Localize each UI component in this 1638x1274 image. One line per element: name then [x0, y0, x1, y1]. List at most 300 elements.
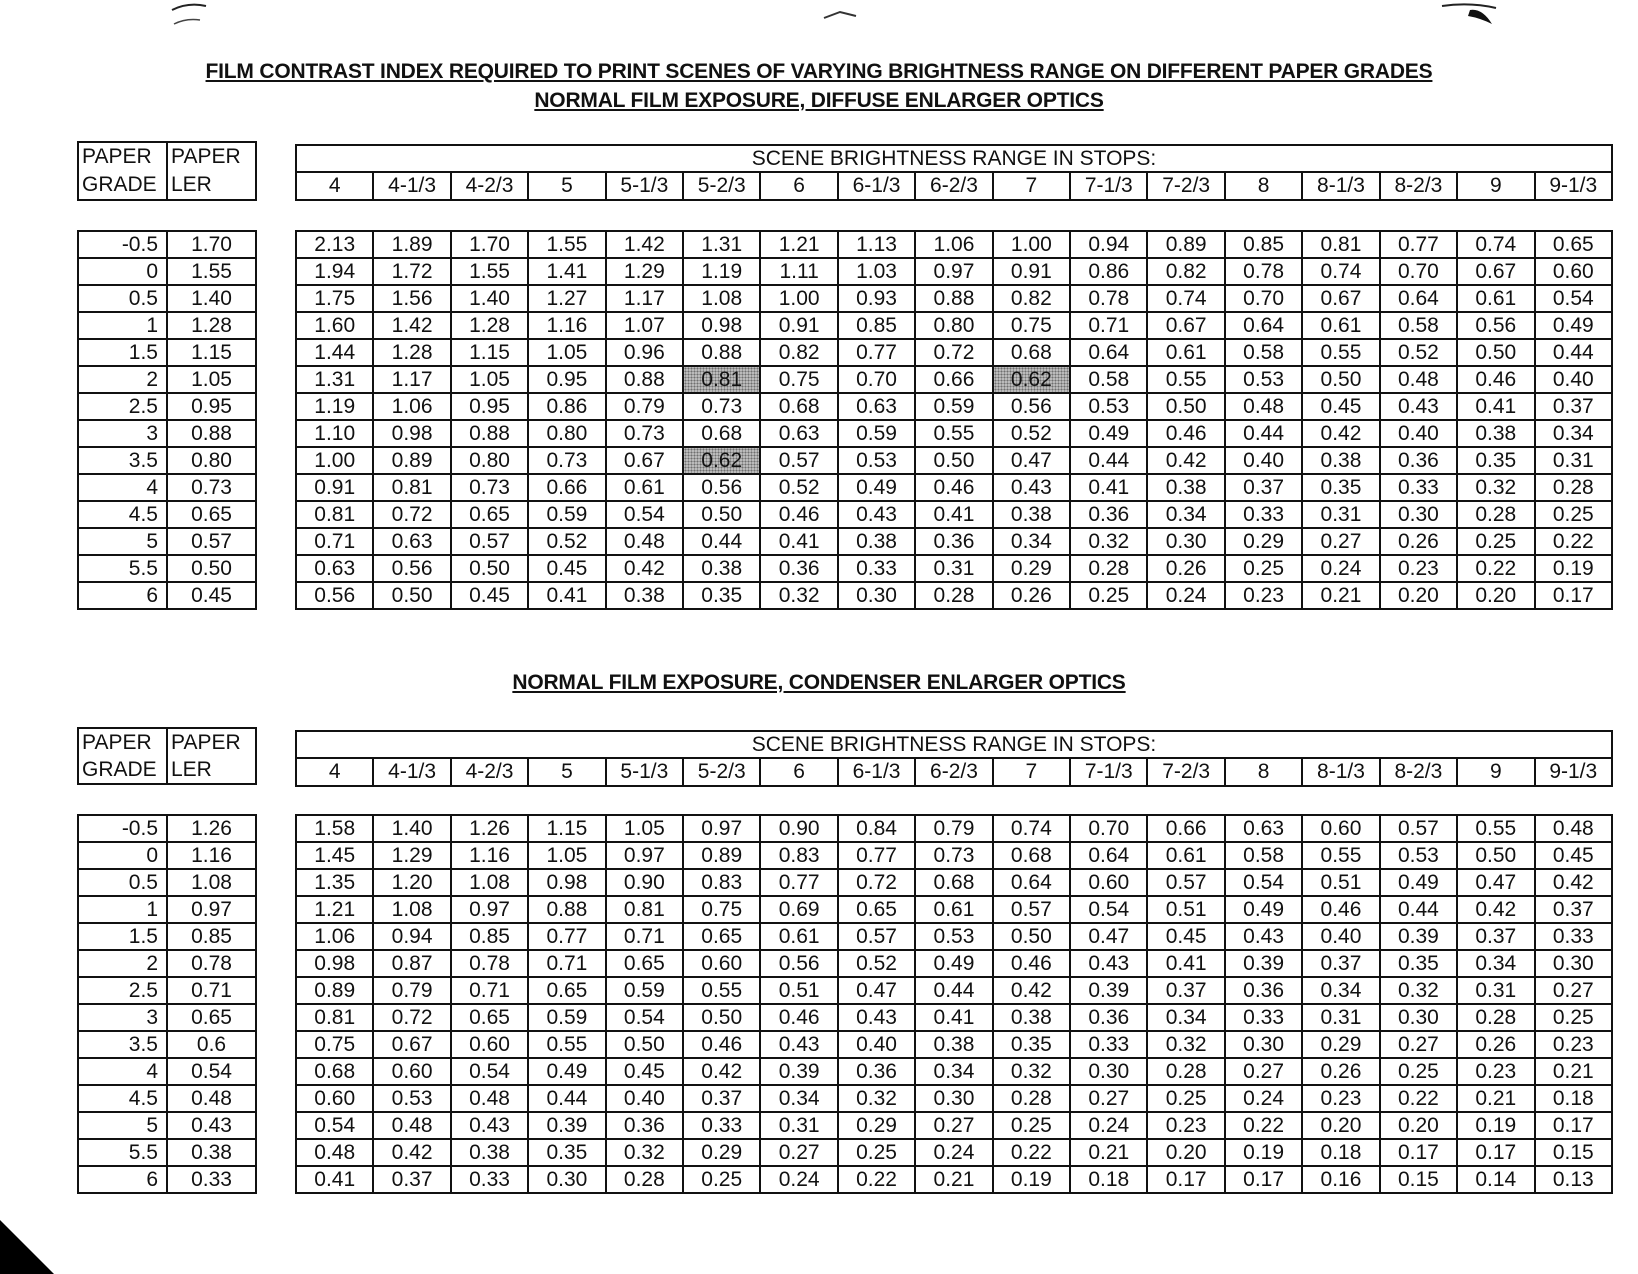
contrast-index-cell: 1.44 [296, 339, 373, 366]
contrast-index-cell: 0.48 [373, 1112, 450, 1139]
section-2-grade-ler-table [77, 814, 257, 1194]
contrast-index-cell: 0.70 [838, 366, 915, 393]
contrast-index-cell: 0.79 [373, 977, 450, 1004]
contrast-index-cell: 0.17 [1535, 582, 1613, 609]
grade-row [78, 1058, 256, 1085]
contrast-index-cell: 0.23 [1302, 1085, 1379, 1112]
contrast-index-cell: 0.52 [760, 474, 837, 501]
contrast-index-row [296, 1112, 1612, 1139]
contrast-index-row [296, 1004, 1612, 1031]
contrast-index-cell: 0.56 [993, 393, 1070, 420]
contrast-index-cell: 0.73 [683, 393, 760, 420]
contrast-index-cell: 0.46 [1457, 366, 1534, 393]
contrast-index-cell: 0.50 [683, 501, 760, 528]
stop-header-cell: 7 [993, 172, 1070, 200]
contrast-index-cell: 0.34 [1302, 977, 1379, 1004]
stop-header-cell: 9 [1457, 172, 1534, 200]
paper-ler-cell: 0.6 [167, 1031, 256, 1058]
contrast-index-cell: 0.78 [1070, 285, 1147, 312]
contrast-index-cell: 0.97 [683, 815, 760, 842]
contrast-index-cell: 0.67 [1147, 312, 1224, 339]
contrast-index-row [296, 285, 1612, 312]
contrast-index-cell: 0.33 [1225, 501, 1302, 528]
contrast-index-cell: 0.88 [683, 339, 760, 366]
contrast-index-cell: 0.74 [1457, 231, 1534, 258]
contrast-index-cell: 0.40 [1302, 923, 1379, 950]
contrast-index-cell: 0.46 [683, 1031, 760, 1058]
contrast-index-cell: 1.45 [296, 842, 373, 869]
paper-grade-cell: 4.5 [78, 501, 167, 528]
stop-header-cell: 7 [993, 758, 1070, 786]
contrast-index-cell: 0.55 [1457, 815, 1534, 842]
stops-header-row [296, 758, 1612, 786]
contrast-index-cell: 0.50 [451, 555, 528, 582]
contrast-index-cell: 0.30 [1225, 1031, 1302, 1058]
stop-header-cell: 5 [528, 758, 605, 786]
contrast-index-cell: 0.36 [915, 528, 992, 555]
contrast-index-cell: 0.19 [1535, 555, 1613, 582]
contrast-index-cell: 0.68 [993, 842, 1070, 869]
contrast-index-cell: 0.16 [1302, 1166, 1379, 1193]
contrast-index-cell: 0.22 [1380, 1085, 1457, 1112]
contrast-index-cell: 0.30 [528, 1166, 605, 1193]
contrast-index-cell: 0.54 [296, 1112, 373, 1139]
contrast-index-row [296, 1058, 1612, 1085]
contrast-index-row [296, 501, 1612, 528]
contrast-index-cell: 0.73 [606, 420, 683, 447]
contrast-index-cell: 0.82 [760, 339, 837, 366]
contrast-index-cell: 0.89 [683, 842, 760, 869]
contrast-index-cell: 0.60 [1070, 869, 1147, 896]
contrast-index-cell: 0.33 [1380, 474, 1457, 501]
paper-ler-cell: 0.95 [167, 393, 256, 420]
contrast-index-cell: 0.27 [760, 1139, 837, 1166]
contrast-index-cell: 0.17 [1457, 1139, 1534, 1166]
paper-ler-cell: 0.33 [167, 1166, 256, 1193]
section-1-grade-ler-table [77, 230, 257, 610]
contrast-index-cell: 0.82 [1147, 258, 1224, 285]
paper-grade-header: PAPER [78, 728, 167, 756]
contrast-index-cell: 0.72 [838, 869, 915, 896]
paper-ler-cell: 1.08 [167, 869, 256, 896]
paper-grade-cell: 5 [78, 1112, 167, 1139]
contrast-index-cell: 0.28 [993, 1085, 1070, 1112]
contrast-index-cell: 0.43 [993, 474, 1070, 501]
contrast-index-cell: 1.40 [451, 285, 528, 312]
contrast-index-cell: 0.32 [606, 1139, 683, 1166]
contrast-index-cell: 1.08 [373, 896, 450, 923]
stop-header-cell: 6-1/3 [838, 172, 915, 200]
contrast-index-cell: 1.06 [373, 393, 450, 420]
contrast-index-cell: 0.20 [1302, 1112, 1379, 1139]
contrast-index-cell: 0.57 [1147, 869, 1224, 896]
contrast-index-cell: 0.46 [760, 1004, 837, 1031]
paper-grade-cell: 2 [78, 950, 167, 977]
grade-row [78, 231, 256, 258]
paper-grade-cell: 6 [78, 1166, 167, 1193]
scan-mark-top-center [820, 4, 860, 28]
contrast-index-cell: 1.28 [373, 339, 450, 366]
contrast-index-cell: 0.38 [993, 1004, 1070, 1031]
stop-header-cell: 4-2/3 [451, 758, 528, 786]
contrast-index-row [296, 1031, 1612, 1058]
paper-grade-cell: 0 [78, 258, 167, 285]
contrast-index-cell: 0.31 [915, 555, 992, 582]
stop-header-cell: 7-2/3 [1147, 172, 1224, 200]
contrast-index-cell: 0.77 [528, 923, 605, 950]
grade-row [78, 447, 256, 474]
contrast-index-cell: 0.98 [528, 869, 605, 896]
contrast-index-cell: 0.59 [606, 977, 683, 1004]
stop-header-cell: 9-1/3 [1535, 172, 1613, 200]
contrast-index-cell: 0.23 [1147, 1112, 1224, 1139]
paper-ler-cell: 1.16 [167, 842, 256, 869]
contrast-index-cell: 0.20 [1380, 582, 1457, 609]
contrast-index-cell: 0.72 [373, 501, 450, 528]
contrast-index-cell: 0.81 [373, 474, 450, 501]
contrast-index-cell: 0.85 [1225, 231, 1302, 258]
contrast-index-cell: 0.37 [683, 1085, 760, 1112]
contrast-index-cell: 0.41 [528, 582, 605, 609]
section-1-subtitle: NORMAL FILM EXPOSURE, DIFFUSE ENLARGER OPTICS [534, 89, 1104, 112]
contrast-index-cell: 0.91 [296, 474, 373, 501]
contrast-index-cell: 0.60 [296, 1085, 373, 1112]
stops-header-row [296, 172, 1612, 200]
contrast-index-cell: 0.58 [1380, 312, 1457, 339]
grade-row [78, 923, 256, 950]
section-2-subtitle: NORMAL FILM EXPOSURE, CONDENSER ENLARGER OPTICS [512, 671, 1126, 694]
paper-grade-cell: -0.5 [78, 815, 167, 842]
paper-grade-cell: 2.5 [78, 393, 167, 420]
contrast-index-cell: 0.30 [1380, 1004, 1457, 1031]
contrast-index-cell: 0.71 [1070, 312, 1147, 339]
contrast-index-cell: 0.36 [1225, 977, 1302, 1004]
grade-ler-header-row [78, 171, 256, 200]
contrast-index-cell: 0.41 [1147, 950, 1224, 977]
contrast-index-cell: 1.27 [528, 285, 605, 312]
contrast-index-cell: 0.64 [1070, 842, 1147, 869]
contrast-index-cell: 1.03 [838, 258, 915, 285]
section-1-contrast-index-table [295, 230, 1613, 610]
scene-brightness-range-label: SCENE BRIGHTNESS RANGE IN STOPS: [296, 731, 1612, 758]
contrast-index-cell: 0.26 [1457, 1031, 1534, 1058]
contrast-index-cell: 0.23 [1535, 1031, 1613, 1058]
contrast-index-cell: 0.78 [451, 950, 528, 977]
contrast-index-cell: 0.42 [993, 977, 1070, 1004]
contrast-index-cell: 0.66 [915, 366, 992, 393]
contrast-index-cell: 0.44 [683, 528, 760, 555]
contrast-index-cell: 0.47 [1457, 869, 1534, 896]
contrast-index-cell: 0.40 [1535, 366, 1613, 393]
contrast-index-cell: 0.30 [1147, 528, 1224, 555]
contrast-index-cell: 0.40 [1380, 420, 1457, 447]
contrast-index-cell: 1.94 [296, 258, 373, 285]
contrast-index-cell: 0.38 [1302, 447, 1379, 474]
contrast-index-cell: 0.93 [838, 285, 915, 312]
contrast-index-cell: 0.66 [528, 474, 605, 501]
paper-grade-cell: 2.5 [78, 977, 167, 1004]
contrast-index-cell: 2.13 [296, 231, 373, 258]
contrast-index-cell: 0.13 [1535, 1166, 1613, 1193]
contrast-index-cell: 0.53 [838, 447, 915, 474]
contrast-index-cell: 0.26 [1147, 555, 1224, 582]
contrast-index-cell: 0.43 [1070, 950, 1147, 977]
contrast-index-cell: 0.61 [915, 896, 992, 923]
contrast-index-row [296, 339, 1612, 366]
paper-grade-header: GRADE [78, 171, 167, 200]
contrast-index-row [296, 950, 1612, 977]
contrast-index-cell: 0.35 [683, 582, 760, 609]
contrast-index-row [296, 420, 1612, 447]
paper-grade-cell: 3 [78, 1004, 167, 1031]
contrast-index-cell: 0.54 [606, 501, 683, 528]
contrast-index-cell: 0.43 [1225, 923, 1302, 950]
contrast-index-cell: 0.58 [1070, 366, 1147, 393]
contrast-index-cell: 0.53 [1225, 366, 1302, 393]
stop-header-cell: 6 [760, 758, 837, 786]
contrast-index-cell: 0.42 [683, 1058, 760, 1085]
contrast-index-cell: 0.60 [373, 1058, 450, 1085]
contrast-index-cell: 0.33 [1535, 923, 1613, 950]
paper-ler-cell: 0.80 [167, 447, 256, 474]
contrast-index-cell: 0.49 [915, 950, 992, 977]
contrast-index-cell: 0.39 [1380, 923, 1457, 950]
contrast-index-cell: 0.61 [1302, 312, 1379, 339]
contrast-index-cell: 0.66 [1147, 815, 1224, 842]
paper-grade-cell: 3 [78, 420, 167, 447]
contrast-index-cell: 1.55 [528, 231, 605, 258]
contrast-index-row [296, 258, 1612, 285]
contrast-index-cell: 1.19 [683, 258, 760, 285]
contrast-index-cell: 0.49 [1225, 896, 1302, 923]
stop-header-cell: 7-1/3 [1070, 758, 1147, 786]
contrast-index-cell: 0.29 [993, 555, 1070, 582]
contrast-index-cell: 1.06 [915, 231, 992, 258]
stop-header-cell: 8 [1225, 758, 1302, 786]
contrast-index-row [296, 582, 1612, 609]
grade-row [78, 950, 256, 977]
contrast-index-cell: 0.31 [1302, 501, 1379, 528]
contrast-index-cell: 0.18 [1302, 1139, 1379, 1166]
paper-grade-cell: 6 [78, 582, 167, 609]
contrast-index-cell: 0.44 [1225, 420, 1302, 447]
contrast-index-cell: 1.17 [373, 366, 450, 393]
contrast-index-cell: 0.70 [1380, 258, 1457, 285]
contrast-index-cell: 0.22 [838, 1166, 915, 1193]
contrast-index-cell: 0.81 [296, 1004, 373, 1031]
contrast-index-cell: 0.38 [683, 555, 760, 582]
contrast-index-cell: 0.98 [373, 420, 450, 447]
contrast-index-cell: 0.32 [1147, 1031, 1224, 1058]
contrast-index-cell: 0.36 [1380, 447, 1457, 474]
contrast-index-cell: 0.64 [1225, 312, 1302, 339]
contrast-index-cell: 0.29 [1302, 1031, 1379, 1058]
paper-grade-cell: 5.5 [78, 1139, 167, 1166]
contrast-index-cell: 0.59 [528, 501, 605, 528]
contrast-index-cell: 1.10 [296, 420, 373, 447]
contrast-index-cell: 0.44 [1535, 339, 1613, 366]
contrast-index-cell: 0.77 [760, 869, 837, 896]
contrast-index-cell: 0.35 [528, 1139, 605, 1166]
contrast-index-cell: 0.48 [606, 528, 683, 555]
contrast-index-cell: 0.65 [1535, 231, 1613, 258]
contrast-index-cell: 0.37 [1457, 923, 1534, 950]
contrast-index-cell: 0.38 [838, 528, 915, 555]
scene-range-header-row [296, 145, 1612, 172]
contrast-index-cell: 0.79 [606, 393, 683, 420]
contrast-index-cell: 1.75 [296, 285, 373, 312]
grade-row [78, 869, 256, 896]
contrast-index-cell: 0.36 [838, 1058, 915, 1085]
contrast-index-cell: 0.54 [1225, 869, 1302, 896]
contrast-index-row [296, 366, 1612, 393]
main-title: FILM CONTRAST INDEX REQUIRED TO PRINT SCENES OF VARYING BRIGHTNESS RANGE ON DIFFERENT PAPER GRADES [205, 60, 1433, 83]
paper-ler-cell: 0.85 [167, 923, 256, 950]
contrast-index-cell: 1.11 [760, 258, 837, 285]
contrast-index-cell: 0.48 [1225, 393, 1302, 420]
contrast-index-cell: 0.31 [760, 1112, 837, 1139]
contrast-index-cell: 1.05 [451, 366, 528, 393]
contrast-index-cell: 0.68 [296, 1058, 373, 1085]
contrast-index-cell: 0.61 [1457, 285, 1534, 312]
contrast-index-cell: 0.37 [373, 1166, 450, 1193]
contrast-index-cell: 0.65 [838, 896, 915, 923]
contrast-index-cell: 0.38 [1147, 474, 1224, 501]
contrast-index-cell: 0.81 [296, 501, 373, 528]
contrast-index-cell: 0.32 [993, 1058, 1070, 1085]
contrast-index-cell: 1.00 [296, 447, 373, 474]
contrast-index-cell: 0.91 [760, 312, 837, 339]
contrast-index-cell: 0.45 [1535, 842, 1613, 869]
contrast-index-cell: 0.23 [1380, 555, 1457, 582]
contrast-index-cell: 0.33 [1225, 1004, 1302, 1031]
paper-grade-header: PAPER [78, 142, 167, 171]
contrast-index-cell: 0.82 [993, 285, 1070, 312]
contrast-index-cell: 0.54 [606, 1004, 683, 1031]
stop-header-cell: 4-1/3 [373, 172, 450, 200]
contrast-index-cell: 0.37 [1535, 896, 1613, 923]
contrast-index-cell: 0.19 [1225, 1139, 1302, 1166]
contrast-index-cell: 0.30 [1380, 501, 1457, 528]
contrast-index-cell: 0.31 [1535, 447, 1613, 474]
contrast-index-cell: 0.96 [606, 339, 683, 366]
grade-row [78, 420, 256, 447]
contrast-index-cell: 0.38 [1457, 420, 1534, 447]
contrast-index-cell: 0.81 [606, 896, 683, 923]
contrast-index-cell: 0.51 [1147, 896, 1224, 923]
contrast-index-row [296, 474, 1612, 501]
contrast-index-cell: 0.29 [1225, 528, 1302, 555]
contrast-index-cell: 0.57 [1380, 815, 1457, 842]
contrast-index-cell: 1.26 [451, 815, 528, 842]
contrast-index-cell: 0.89 [296, 977, 373, 1004]
contrast-index-row [296, 528, 1612, 555]
contrast-index-cell: 0.45 [1302, 393, 1379, 420]
paper-ler-cell: 0.50 [167, 555, 256, 582]
contrast-index-cell: 0.94 [1070, 231, 1147, 258]
contrast-index-cell: 0.71 [296, 528, 373, 555]
contrast-index-cell: 0.38 [993, 501, 1070, 528]
contrast-index-cell: 0.28 [1457, 501, 1534, 528]
contrast-index-cell: 0.72 [373, 1004, 450, 1031]
paper-ler-cell: 0.78 [167, 950, 256, 977]
contrast-index-cell: 0.30 [838, 582, 915, 609]
paper-ler-header: PAPER [167, 728, 256, 756]
contrast-index-cell: 0.60 [451, 1031, 528, 1058]
grade-row [78, 366, 256, 393]
paper-grade-cell: -0.5 [78, 231, 167, 258]
contrast-index-cell: 1.00 [993, 231, 1070, 258]
contrast-index-cell: 1.29 [373, 842, 450, 869]
contrast-index-cell: 0.71 [606, 923, 683, 950]
contrast-index-cell: 0.47 [993, 447, 1070, 474]
contrast-index-cell: 0.21 [915, 1166, 992, 1193]
contrast-index-row [296, 896, 1612, 923]
contrast-index-cell: 0.86 [1070, 258, 1147, 285]
contrast-index-cell: 0.98 [296, 950, 373, 977]
paper-grade-cell: 0.5 [78, 285, 167, 312]
grade-row [78, 339, 256, 366]
stop-header-cell: 9 [1457, 758, 1534, 786]
paper-grade-cell: 4 [78, 1058, 167, 1085]
contrast-index-cell: 0.55 [683, 977, 760, 1004]
stop-header-cell: 5-1/3 [606, 172, 683, 200]
contrast-index-cell: 0.32 [838, 1085, 915, 1112]
contrast-index-cell: 0.48 [296, 1139, 373, 1166]
contrast-index-cell: 0.65 [451, 1004, 528, 1031]
contrast-index-cell: 0.50 [915, 447, 992, 474]
contrast-index-cell: 0.53 [1070, 393, 1147, 420]
stop-header-cell: 8-1/3 [1302, 172, 1379, 200]
contrast-index-cell: 0.47 [838, 977, 915, 1004]
contrast-index-cell: 0.75 [296, 1031, 373, 1058]
contrast-index-cell: 0.89 [1147, 231, 1224, 258]
contrast-index-cell: 0.55 [915, 420, 992, 447]
contrast-index-cell: 0.34 [1535, 420, 1613, 447]
stop-header-cell: 7-1/3 [1070, 172, 1147, 200]
contrast-index-cell: 0.73 [528, 447, 605, 474]
contrast-index-cell: 0.65 [528, 977, 605, 1004]
contrast-index-row [296, 977, 1612, 1004]
contrast-index-row [296, 1166, 1612, 1193]
contrast-index-cell: 0.25 [838, 1139, 915, 1166]
contrast-index-cell: 0.90 [606, 869, 683, 896]
contrast-index-row [296, 923, 1612, 950]
contrast-index-cell: 0.42 [1147, 447, 1224, 474]
contrast-index-cell: 0.56 [760, 950, 837, 977]
contrast-index-cell: 0.34 [915, 1058, 992, 1085]
contrast-index-cell: 0.20 [1147, 1139, 1224, 1166]
contrast-index-cell: 0.87 [373, 950, 450, 977]
contrast-index-cell: 0.37 [1302, 950, 1379, 977]
contrast-index-cell: 1.58 [296, 815, 373, 842]
contrast-index-cell: 0.38 [606, 582, 683, 609]
contrast-index-cell: 0.39 [1225, 950, 1302, 977]
contrast-index-cell: 0.61 [1147, 842, 1224, 869]
stop-header-cell: 8-1/3 [1302, 758, 1379, 786]
scan-mark-top-right [1440, 0, 1500, 32]
contrast-index-cell: 0.22 [1535, 528, 1613, 555]
contrast-index-cell: 0.25 [1535, 501, 1613, 528]
contrast-index-row [296, 1085, 1612, 1112]
contrast-index-cell: 0.53 [915, 923, 992, 950]
contrast-index-cell: 0.27 [915, 1112, 992, 1139]
contrast-index-cell: 1.21 [760, 231, 837, 258]
contrast-index-cell: 0.48 [1535, 815, 1613, 842]
contrast-index-cell: 0.80 [451, 447, 528, 474]
contrast-index-cell: 0.21 [1535, 1058, 1613, 1085]
contrast-index-cell: 0.22 [993, 1139, 1070, 1166]
